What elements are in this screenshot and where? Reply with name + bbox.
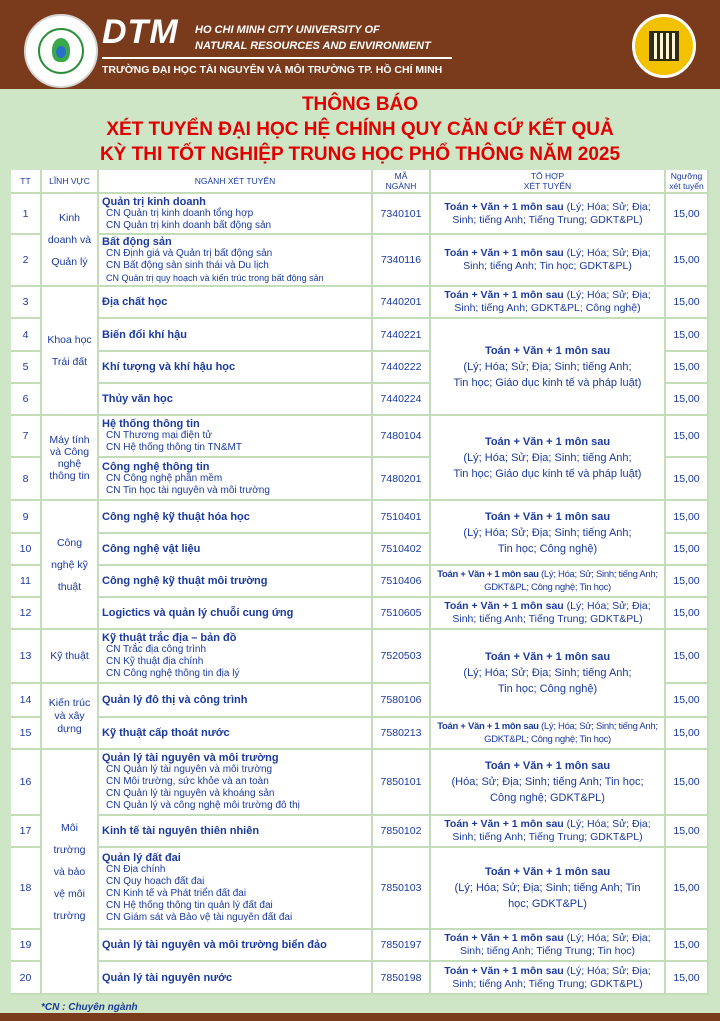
field-kinh-doanh: Kinh doanh và Quản lý xyxy=(42,194,99,287)
cell-nguong: 15,00 xyxy=(666,235,709,287)
cell-nganh: Kỹ thuật cấp thoát nước xyxy=(99,718,373,750)
university-logo xyxy=(24,14,98,88)
cell-tt: 4 xyxy=(11,319,42,352)
cell-nganh: Hệ thống thông tin CN Thương mại điện tử CN Hệ thống thông tin TN&MT xyxy=(99,416,373,458)
cell-nganh: Công nghệ kỹ thuật môi trường xyxy=(99,566,373,598)
table-row xyxy=(11,501,709,534)
cell-ma: 7480201 xyxy=(373,458,431,501)
table-row xyxy=(11,194,709,235)
cell-nguong: 15,00 xyxy=(666,962,709,995)
cell-tt: 19 xyxy=(11,930,42,962)
cell-tt: 12 xyxy=(11,598,42,630)
cell-nguong: 15,00 xyxy=(666,458,709,501)
cell-ma: 7510402 xyxy=(373,534,431,566)
cell-to-hop: Toán + Văn + 1 môn sau (Lý; Hóa; Sử; Địa; Sinh; tiếng Anh; Tiếng Trung; GDKT&PL) xyxy=(431,816,666,848)
table-row xyxy=(11,319,709,352)
cell-ma: 7850101 xyxy=(373,750,431,816)
qr-code-icon xyxy=(649,31,679,61)
table-row xyxy=(11,962,709,995)
cell-tt: 5 xyxy=(11,352,42,384)
cell-tt: 1 xyxy=(11,194,42,235)
cell-nganh: Bất động sản CN Định giá và Quản trị bất động sản CN Bất động sản sinh thái và Du lịch CN Quản trị quy hoạch và kiến trúc trong bất động sản xyxy=(99,235,373,287)
cell-tt: 7 xyxy=(11,416,42,458)
cell-to-hop-merged: Toán + Văn + 1 môn sau (Lý; Hóa; Sử; Địa; Sinh; tiếng Anh; Tin học; Giáo dục kinh tế và pháp luật) xyxy=(431,416,666,501)
cell-nganh: Kỹ thuật trắc địa – bản đồ CN Trắc địa công trình CN Kỹ thuật địa chính CN Công nghệ thông tin địa lý xyxy=(99,630,373,684)
header-divider xyxy=(102,57,452,59)
cell-to-hop-merged: Toán + Văn + 1 môn sau (Lý; Hóa; Sử; Địa; Sinh; tiếng Anh; Tin học; Giáo dục kinh tế và pháp luật) xyxy=(431,319,666,416)
cell-to-hop: Toán + Văn + 1 môn sau (Lý; Hóa; Sử; Sinh; tiếng Anh; GDKT&PL; Công nghệ; Tin học) xyxy=(431,718,666,750)
cell-ma: 7510406 xyxy=(373,566,431,598)
cell-nguong: 15,00 xyxy=(666,930,709,962)
cell-nguong: 15,00 xyxy=(666,534,709,566)
cell-nguong: 15,00 xyxy=(666,598,709,630)
cell-nguong: 15,00 xyxy=(666,194,709,235)
title-line2: XÉT TUYỂN ĐẠI HỌC HỆ CHÍNH QUY CĂN CỨ KẾT QUẢ xyxy=(106,119,614,140)
cell-nguong: 15,00 xyxy=(666,718,709,750)
footnote: *CN : Chuyên ngành xyxy=(41,1002,138,1013)
header-linh-vuc: LĨNH VỰC xyxy=(42,170,99,194)
cell-ma: 7510605 xyxy=(373,598,431,630)
cell-to-hop-merged: Toán + Văn + 1 môn sau (Lý; Hóa; Sử; Địa; Sinh; tiếng Anh; Tin học; Công nghệ) xyxy=(431,630,666,718)
cell-nganh: Kinh tế tài nguyên thiên nhiên xyxy=(99,816,373,848)
cell-ma: 7520503 xyxy=(373,630,431,684)
cell-nguong: 15,00 xyxy=(666,287,709,319)
cell-tt: 2 xyxy=(11,235,42,287)
table-row xyxy=(11,750,709,816)
cell-nguong: 15,00 xyxy=(666,416,709,458)
cell-to-hop: Toán + Văn + 1 môn sau (Lý; Hóa; Sử; Địa; Sinh; tiếng Anh; Tin học; GDKT&PL) xyxy=(431,848,666,930)
cell-tt: 3 xyxy=(11,287,42,319)
cell-to-hop: Toán + Văn + 1 môn sau (Hóa; Sử; Địa; Sinh; tiếng Anh; Tin học; Công nghệ; GDKT&PL) xyxy=(431,750,666,816)
cell-nganh: Quản lý tài nguyên nước xyxy=(99,962,373,995)
cell-to-hop: Toán + Văn + 1 môn sau (Lý; Hóa; Sử; Địa; Sinh; tiếng Anh; GDKT&PL; Công nghệ) xyxy=(431,287,666,319)
cell-tt: 11 xyxy=(11,566,42,598)
table-row xyxy=(11,718,709,750)
cell-nguong: 15,00 xyxy=(666,750,709,816)
university-name-vn: TRƯỜNG ĐẠI HỌC TÀI NGUYÊN VÀ MÔI TRƯỜNG TP. HỒ CHÍ MINH xyxy=(102,64,443,76)
header-to-hop: TỔ HỢP XÉT TUYỂN xyxy=(431,170,666,194)
header-nganh: NGÀNH XÉT TUYỂN xyxy=(99,170,373,194)
cell-tt: 9 xyxy=(11,501,42,534)
cell-to-hop: Toán + Văn + 1 môn sau (Lý; Hóa; Sử; Địa; Sinh; tiếng Anh; Tiếng Trung; GDKT&PL) xyxy=(431,962,666,995)
table-row xyxy=(11,930,709,962)
cell-to-hop: Toán + Văn + 1 môn sau (Lý; Hóa; Sử; Địa; Sinh; tiếng Anh; Tiếng Trung; Tin học) xyxy=(431,930,666,962)
cell-nganh: Logictics và quản lý chuỗi cung ứng xyxy=(99,598,373,630)
cell-ma: 7580213 xyxy=(373,718,431,750)
admission-table xyxy=(11,170,709,995)
table-row xyxy=(11,630,709,684)
field-khoa-hoc-trai-dat: Khoa học Trái đất xyxy=(42,287,99,416)
table-row xyxy=(11,416,709,458)
cell-to-hop: Toán + Văn + 1 môn sau (Lý; Hóa; Sử; Địa; Sinh; tiếng Anh; Tiếng Trung; GDKT&PL) xyxy=(431,194,666,235)
brand-name: DTM xyxy=(102,13,179,51)
cell-ma: 7440221 xyxy=(373,319,431,352)
table-row xyxy=(11,848,709,930)
cell-nguong: 15,00 xyxy=(666,384,709,416)
cell-ma: 7480104 xyxy=(373,416,431,458)
table-row xyxy=(11,816,709,848)
cell-nganh: Quản lý tài nguyên và môi trường biển đảo xyxy=(99,930,373,962)
cell-nguong: 15,00 xyxy=(666,319,709,352)
header-tt: TT xyxy=(11,170,42,194)
cell-to-hop: Toán + Văn + 1 môn sau (Lý; Hóa; Sử; Sinh; tiếng Anh; GDKT&PL; Công nghệ; Tin học) xyxy=(431,566,666,598)
qr-code-badge[interactable] xyxy=(632,14,696,78)
cell-nguong: 15,00 xyxy=(666,630,709,684)
field-cong-nghe-ky-thuat: Công nghệ kỹ thuật xyxy=(42,501,99,630)
cell-to-hop: Toán + Văn + 1 môn sau (Lý; Hóa; Sử; Địa; Sinh; tiếng Anh; Tin học; GDKT&PL) xyxy=(431,235,666,287)
cell-nganh: Công nghệ kỹ thuật hóa học xyxy=(99,501,373,534)
cell-nguong: 15,00 xyxy=(666,684,709,718)
cell-nguong: 15,00 xyxy=(666,816,709,848)
table-row xyxy=(11,566,709,598)
cell-tt: 16 xyxy=(11,750,42,816)
cell-tt: 10 xyxy=(11,534,42,566)
cell-ma: 7440224 xyxy=(373,384,431,416)
cell-tt: 14 xyxy=(11,684,42,718)
cell-tt: 13 xyxy=(11,630,42,684)
cell-ma: 7850102 xyxy=(373,816,431,848)
cell-nganh: Công nghệ thông tin CN Công nghệ phần mềm CN Tin học tài nguyên và môi trường xyxy=(99,458,373,501)
footer-bar xyxy=(0,1013,720,1021)
header-nguong: Ngưỡng xét tuyển xyxy=(666,170,709,194)
cell-ma: 7510401 xyxy=(373,501,431,534)
table-row xyxy=(11,598,709,630)
university-name-en-line2: NATURAL RESOURCES AND ENVIRONMENT xyxy=(195,40,431,52)
cell-ma: 7850103 xyxy=(373,848,431,930)
cell-nguong: 15,00 xyxy=(666,352,709,384)
cell-to-hop-merged: Toán + Văn + 1 môn sau (Lý; Hóa; Sử; Địa; Sinh; tiếng Anh; Tin học; Công nghệ) xyxy=(431,501,666,566)
title-line1: THÔNG BÁO xyxy=(301,94,419,115)
university-name-en-line1: HO CHI MINH CITY UNIVERSITY OF xyxy=(195,24,380,36)
cell-nganh: Quản trị kinh doanh CN Quản trị kinh doanh tổng hợp CN Quản trị kinh doanh bất động sản xyxy=(99,194,373,235)
cell-ma: 7440201 xyxy=(373,287,431,319)
table-row xyxy=(11,235,709,287)
table-row xyxy=(11,287,709,319)
cell-to-hop: Toán + Văn + 1 môn sau (Lý; Hóa; Sử; Địa; Sinh; tiếng Anh; Tiếng Trung; GDKT&PL) xyxy=(431,598,666,630)
cell-nganh: Địa chất học xyxy=(99,287,373,319)
cell-ma: 7850197 xyxy=(373,930,431,962)
cell-ma: 7340116 xyxy=(373,235,431,287)
cell-ma: 7580106 xyxy=(373,684,431,718)
cell-ma: 7850198 xyxy=(373,962,431,995)
cell-tt: 8 xyxy=(11,458,42,501)
cell-tt: 20 xyxy=(11,962,42,995)
cell-nguong: 15,00 xyxy=(666,566,709,598)
field-moi-truong: Môi trường và bảo vệ môi trường xyxy=(42,750,99,995)
cell-nganh: Công nghệ vật liệu xyxy=(99,534,373,566)
cell-nganh: Quản lý đất đai CN Địa chính CN Quy hoạch đất đai CN Kinh tế và Phát triển đất đai CN Hệ thống thông tin quản lý đất đai CN Giám sát và Bảo vệ tài nguyên đất đai xyxy=(99,848,373,930)
cell-ma: 7340101 xyxy=(373,194,431,235)
cell-tt: 6 xyxy=(11,384,42,416)
title-line3: KỲ THI TỐT NGHIỆP TRUNG HỌC PHỔ THÔNG NĂM 2025 xyxy=(99,144,621,165)
cell-nguong: 15,00 xyxy=(666,501,709,534)
field-kien-truc: Kiến trúc và xây dựng xyxy=(42,684,99,750)
table-header-row xyxy=(11,170,709,194)
cell-nganh: Thủy văn học xyxy=(99,384,373,416)
header-ma-nganh: MÃ NGÀNH xyxy=(373,170,431,194)
field-may-tinh: Máy tính và Công nghệ thông tin xyxy=(42,416,99,501)
cell-nganh: Khí tượng và khí hậu học xyxy=(99,352,373,384)
field-ky-thuat: Kỹ thuật xyxy=(42,630,99,684)
cell-nganh: Quản lý đô thị và công trình xyxy=(99,684,373,718)
cell-nganh: Biến đổi khí hậu xyxy=(99,319,373,352)
cell-nguong: 15,00 xyxy=(666,848,709,930)
cell-tt: 17 xyxy=(11,816,42,848)
cell-tt: 18 xyxy=(11,848,42,930)
cell-nganh: Quản lý tài nguyên và môi trường CN Quản lý tài nguyên và môi trường CN Môi trường, sức khỏe và an toàn CN Quản lý tài nguyên và khoáng sản CN Quản lý và công nghệ môi trường đô thị xyxy=(99,750,373,816)
cell-ma: 7440222 xyxy=(373,352,431,384)
cell-tt: 15 xyxy=(11,718,42,750)
